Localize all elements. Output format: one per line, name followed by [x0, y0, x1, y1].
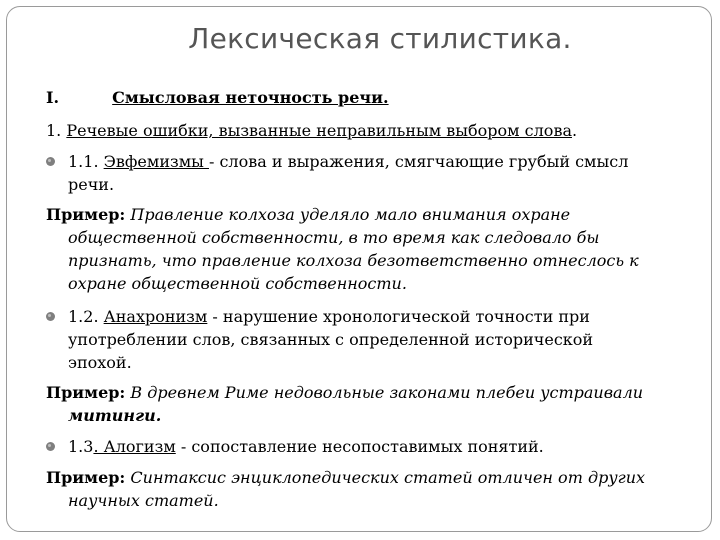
example-3-text: Синтаксис энциклопедических статей отличен от других — [125, 468, 646, 487]
bullet-2-line-1 — [68, 305, 590, 328]
section-heading-row — [46, 86, 389, 109]
bullet-2-definition: - нарушение хронологической точности при — [207, 307, 590, 326]
example-3-line-1 — [46, 466, 645, 489]
example-1-label: Пример: — [46, 205, 126, 224]
bullet-2-line-2: употреблении слов, связанных с определенной исторической — [68, 330, 594, 349]
example-1-line-2: общественной собственности, в то время как следовало бы — [68, 228, 600, 247]
item-1-prefix: 1. — [46, 121, 67, 140]
example-1-line-3: признать, что правление колхоза безответственно отнеслось к — [68, 251, 639, 270]
bullet-icon — [46, 157, 55, 166]
example-1-line-1 — [46, 203, 570, 226]
example-2-label: Пример: — [46, 383, 126, 402]
bullet-3-term: . Алогизм — [93, 437, 176, 456]
bullet-1-number: 1.1. — [68, 152, 104, 171]
bullet-1-definition: - слова и выражения, смягчающие грубый смысл — [208, 152, 629, 171]
bullet-icon — [46, 312, 55, 321]
slide-title: Лексическая стилистика. — [188, 22, 572, 55]
bullet-3-definition: - сопоставление несопоставимых понятий. — [175, 437, 544, 456]
bullet-2-line-3: эпохой. — [68, 353, 132, 372]
bullet-1-line-1 — [68, 150, 628, 173]
item-1-suffix: . — [571, 121, 578, 140]
example-2-text: В древнем Риме недовольные законами плебеи устраивали — [125, 383, 644, 402]
item-1-text: Речевые ошибки, вызванные неправильным выбором слова — [66, 121, 572, 140]
example-2-line-2: митинги. — [68, 406, 162, 425]
section-heading: Смысловая неточность речи. — [112, 88, 389, 107]
bullet-2-term: Анахронизм — [103, 307, 208, 326]
bullet-1-line-2: речи. — [68, 175, 115, 194]
bullet-3-line-1 — [68, 435, 544, 458]
bullet-icon — [46, 442, 55, 451]
bullet-2-number: 1.2. — [68, 307, 104, 326]
example-3-label: Пример: — [46, 468, 126, 487]
example-1-text: Правление колхоза уделяло мало внимания охране — [125, 205, 571, 224]
bullet-3-number: 1.3 — [68, 437, 94, 456]
item-1 — [46, 119, 577, 142]
example-2-line-1 — [46, 381, 643, 404]
example-3-line-2: научных статей. — [68, 491, 219, 510]
section-number: I. — [46, 88, 60, 107]
example-1-line-4: охране общественной собственности. — [68, 274, 407, 293]
bullet-1-term: Эвфемизмы — [103, 152, 209, 171]
